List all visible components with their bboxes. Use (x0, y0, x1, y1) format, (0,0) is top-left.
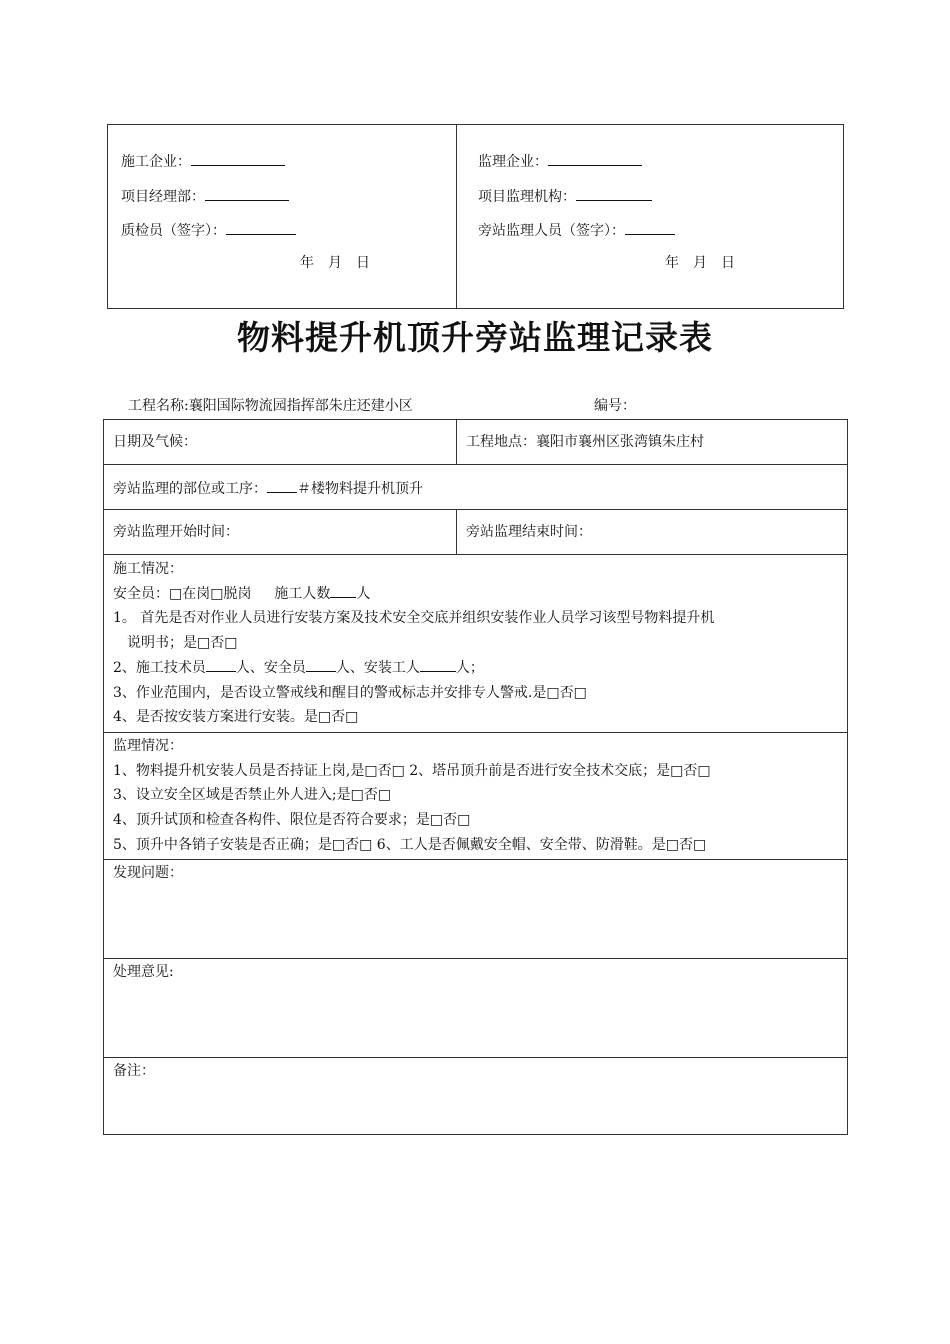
inspector-signature-label: 质检员（签字）： (121, 223, 226, 239)
construction-safety-line (113, 582, 714, 607)
workers-unit: 人 (356, 585, 371, 602)
supervision-item-5: 5、顶升中各销子安装是否正确；是□否□ 6、工人是否佩戴安全帽、安全带、防滑鞋。是□否□ (113, 836, 707, 853)
workers-count-label: 施工人数 (274, 585, 331, 602)
supervision-item-1: 1、物料提升机安装人员是否持证上岗,是□否□ 2、塔吊顶升前是否进行安全技术交底；是□否□ (113, 762, 711, 779)
signature-divider (456, 124, 457, 309)
project-manager-blank[interactable] (205, 186, 289, 201)
sign-right-org (478, 186, 652, 206)
sign-left-company (121, 151, 285, 171)
supervision-item-4: 4、顶升试顶和检查各构件、限位是否符合要求；是□否□ (113, 812, 471, 829)
installers-blank[interactable] (420, 657, 456, 672)
safety-staff-label: 人、安全员 (235, 659, 306, 676)
column-divider (456, 419, 457, 464)
row-divider (103, 554, 848, 555)
supervision-part-label: 旁站监理的部位或工序： (113, 481, 267, 497)
page-title: 物料提升机顶升旁站监理记录表 (237, 318, 713, 357)
project-location-field[interactable]: 工程地点：襄阳市襄州区张湾镇朱庄村 (466, 434, 704, 450)
supervision-company-blank[interactable] (548, 151, 642, 166)
opinion-field[interactable]: 处理意见: (113, 964, 174, 980)
supervision-heading: 监理情况： (113, 738, 183, 754)
building-number-blank[interactable] (267, 478, 297, 493)
supervision-part-suffix: ＃楼物料提升机顶升 (297, 481, 423, 497)
construction-item-1: 1。 首先是否对作业人员进行安装方案及技术安全交底并组织安装作业人员学习该型号物料提升机 (113, 610, 715, 627)
start-time-field[interactable]: 旁站监理开始时间： (113, 524, 239, 540)
project-manager-label: 项目经理部： (121, 189, 205, 205)
problems-field[interactable]: 发现问题： (113, 865, 183, 881)
inspector-signature-blank[interactable] (226, 220, 296, 235)
installers-label: 人、安装工人 (335, 659, 420, 676)
safety-staff-blank[interactable] (306, 657, 336, 672)
sign-left-manager (121, 186, 289, 206)
installers-unit: 人； (455, 659, 484, 676)
construction-heading: 施工情况： (113, 561, 183, 577)
record-number-label: 编号： (594, 398, 636, 414)
supervisor-signature-label: 旁站监理人员（签字）： (478, 223, 625, 239)
construction-company-label: 施工企业： (121, 154, 191, 170)
row-divider (103, 732, 848, 733)
row-divider (103, 958, 848, 959)
construction-section (113, 557, 714, 730)
sign-right-person (478, 220, 675, 240)
date-weather-field[interactable]: 日期及气候： (113, 434, 197, 450)
sign-right-date: 年 月 日 (665, 255, 735, 271)
sign-right-company (478, 151, 642, 171)
supervision-org-blank[interactable] (576, 186, 652, 201)
row-divider (103, 1057, 848, 1058)
sign-left-inspector (121, 220, 296, 240)
tech-staff-blank[interactable] (206, 657, 236, 672)
row-divider (103, 859, 848, 860)
safety-officer-status[interactable]: 安全员：□在岗□脱岗 (113, 585, 252, 602)
row-divider (103, 509, 848, 510)
supervision-company-label: 监理企业： (478, 154, 548, 170)
construction-item-1-cont: 说明书；是□否□ (127, 635, 238, 652)
supervisor-signature-blank[interactable] (625, 220, 675, 235)
supervision-section (113, 734, 711, 858)
remarks-field[interactable]: 备注： (113, 1063, 155, 1079)
construction-item-2 (113, 656, 714, 681)
end-time-field[interactable]: 旁站监理结束时间： (466, 524, 592, 540)
construction-company-blank[interactable] (191, 151, 285, 166)
construction-item-3: 3、作业范围内，是否设立警戒线和醒目的警戒标志并安排专人警戒.是□否□ (113, 684, 587, 701)
construction-item-4: 4、是否按安装方案进行安装。是□否□ (113, 709, 359, 726)
sign-left-date: 年 月 日 (300, 255, 370, 271)
project-name: 工程名称:襄阳国际物流园指挥部朱庄还建小区 (128, 398, 413, 414)
column-divider (456, 509, 457, 554)
row-divider (103, 464, 848, 465)
workers-count-blank[interactable] (330, 583, 356, 598)
supervision-part-field[interactable] (113, 478, 423, 498)
supervision-item-3: 3、设立安全区域是否禁止外人进入;是□否□ (113, 787, 392, 804)
tech-staff-label: 2、施工技术员 (113, 659, 206, 676)
supervision-org-label: 项目监理机构： (478, 189, 576, 205)
